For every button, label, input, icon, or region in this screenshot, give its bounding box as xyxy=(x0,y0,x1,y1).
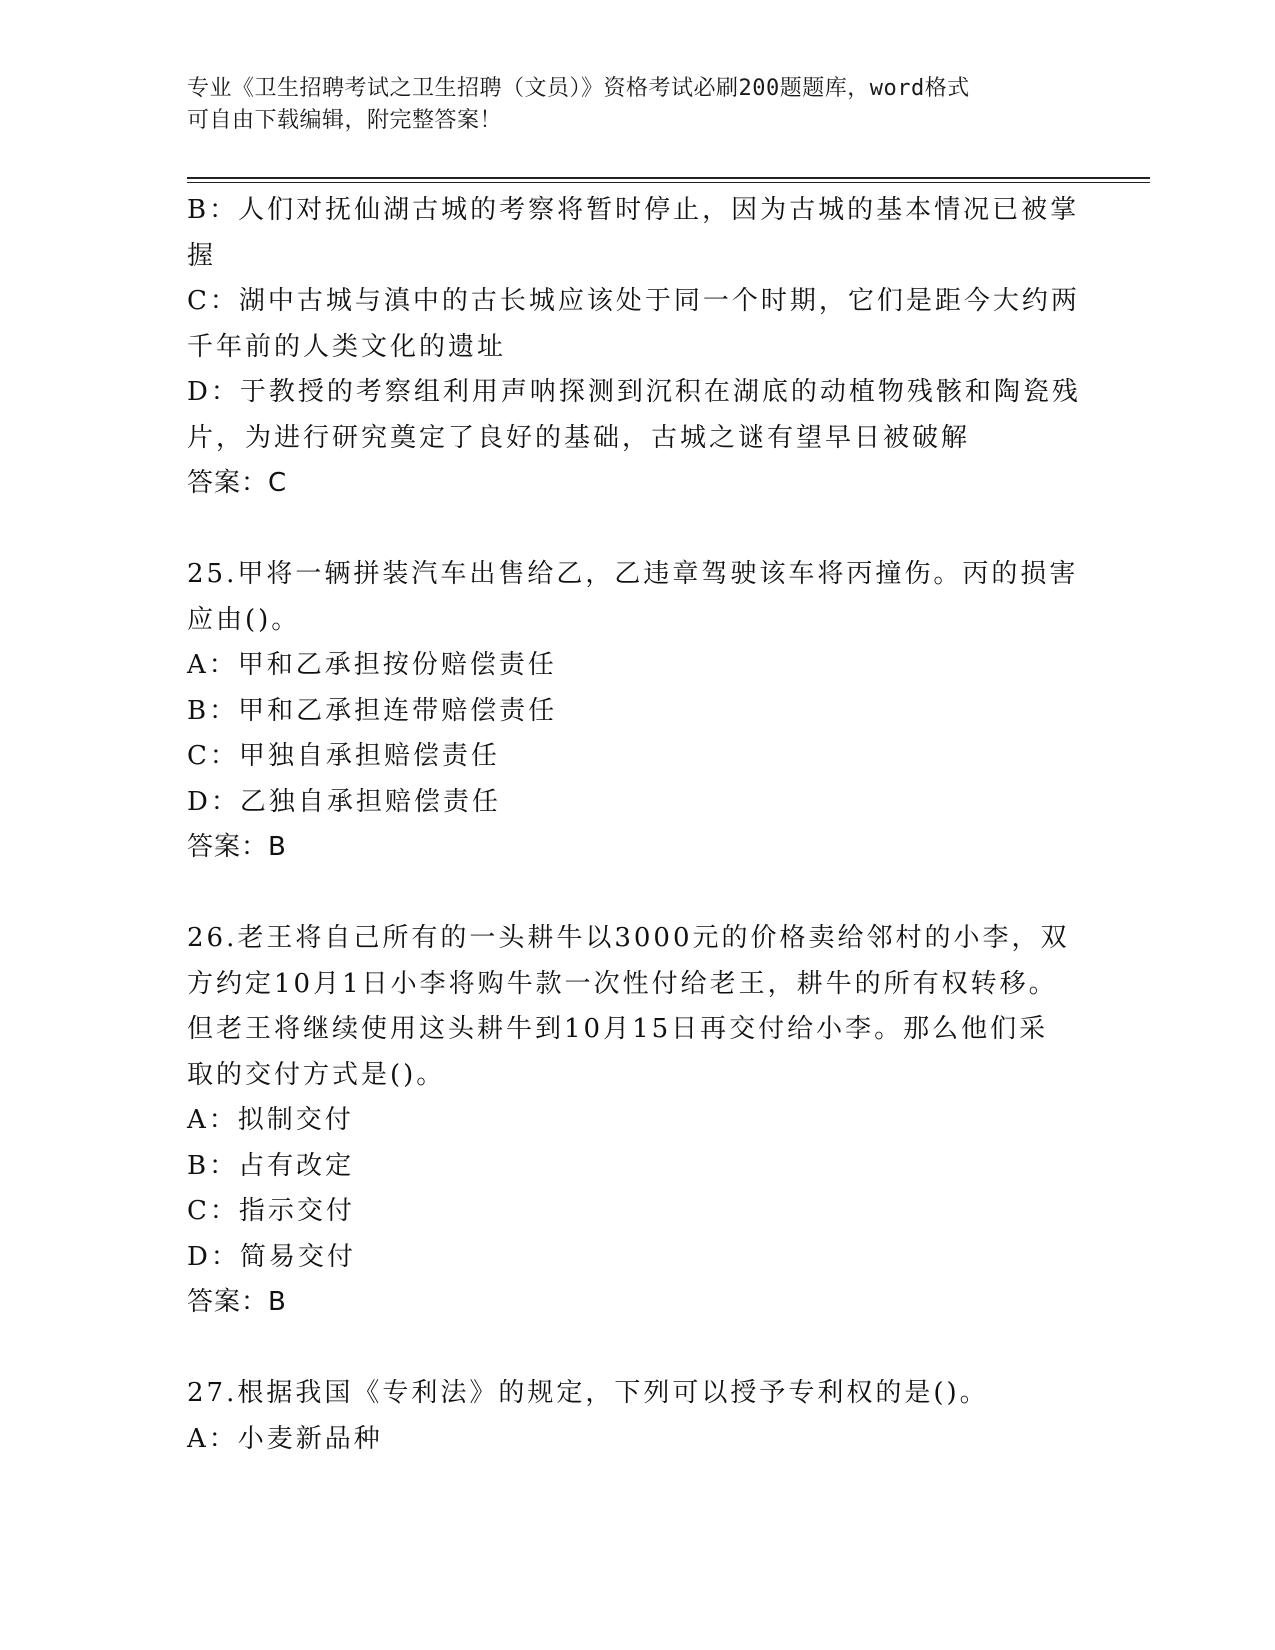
question-content xyxy=(187,188,1087,1462)
spacer xyxy=(187,871,1087,917)
question-26 xyxy=(187,916,1087,1326)
q26-answer: 答案：B xyxy=(187,1287,287,1317)
q25-option-d: D：乙独自承担赔偿责任 xyxy=(187,786,501,817)
q25-answer: 答案：B xyxy=(187,832,287,862)
spacer xyxy=(187,507,1087,553)
q26-option-c: C：指示交付 xyxy=(187,1196,355,1226)
q26-stem-line1: 26.老王将自己所有的一头耕牛以3000元的价格卖给邻村的小李，双 xyxy=(187,923,1070,953)
q26-stem-line2: 方约定10月1日小李将购牛款一次性付给老王，耕牛的所有权转移。 xyxy=(187,968,1058,999)
q24-option-d-line2: 片，为进行研究奠定了良好的基础，古城之谜有望早日被破解 xyxy=(187,422,971,453)
document-header xyxy=(187,73,1087,137)
q25-stem-line2: 应由()。 xyxy=(187,604,301,635)
q24-option-c-line1: C：湖中古城与滇中的古长城应该处于同一个时期，它们是距今大约两 xyxy=(187,286,1080,316)
q26-option-d: D：简易交付 xyxy=(187,1241,356,1272)
q24-option-b-line1: B：人们对抚仙湖古城的考察将暂时停止，因为古城的基本情况已被掌 xyxy=(187,195,1080,225)
header-title-line2: 可自由下载编辑，附完整答案！ xyxy=(187,108,503,133)
q24-option-b-line2: 握 xyxy=(187,240,217,271)
q25-option-b: B：甲和乙承担连带赔偿责任 xyxy=(187,695,558,726)
q25-option-c: C：甲独自承担赔偿责任 xyxy=(187,741,500,771)
q24-option-d-line1: D：于教授的考察组利用声呐探测到沉积在湖底的动植物残骸和陶瓷残 xyxy=(187,377,1081,407)
q24-answer: 答案：C xyxy=(187,468,288,498)
header-divider-thick xyxy=(187,177,1150,179)
q25-option-a: A：甲和乙承担按份赔偿责任 xyxy=(187,650,557,680)
q26-stem-line4: 取的交付方式是()。 xyxy=(187,1059,446,1090)
q25-stem-line1: 25.甲将一辆拼装汽车出售给乙，乙违章驾驶该车将丙撞伤。丙的损害 xyxy=(187,559,1079,589)
q24-option-c-line2: 千年前的人类文化的遗址 xyxy=(187,331,507,362)
question-25 xyxy=(187,552,1087,871)
header-divider-thin xyxy=(187,182,1150,183)
spacer xyxy=(187,1326,1087,1372)
q26-option-b: B：占有改定 xyxy=(187,1150,355,1181)
q26-option-a: A：拟制交付 xyxy=(187,1105,354,1135)
header-title-line1: 专业《卫生招聘考试之卫生招聘（文员）》资格考试必刷200题题库，word格式 xyxy=(187,76,970,101)
q26-stem-line3: 但老王将继续使用这头耕牛到10月15日再交付给小李。那么他们采 xyxy=(187,1014,1049,1044)
q27-stem-line1: 27.根据我国《专利法》的规定，下列可以授予专利权的是()。 xyxy=(187,1378,989,1408)
question-24 xyxy=(187,188,1087,507)
question-27 xyxy=(187,1371,1087,1462)
q27-option-a: A：小麦新品种 xyxy=(187,1423,383,1454)
